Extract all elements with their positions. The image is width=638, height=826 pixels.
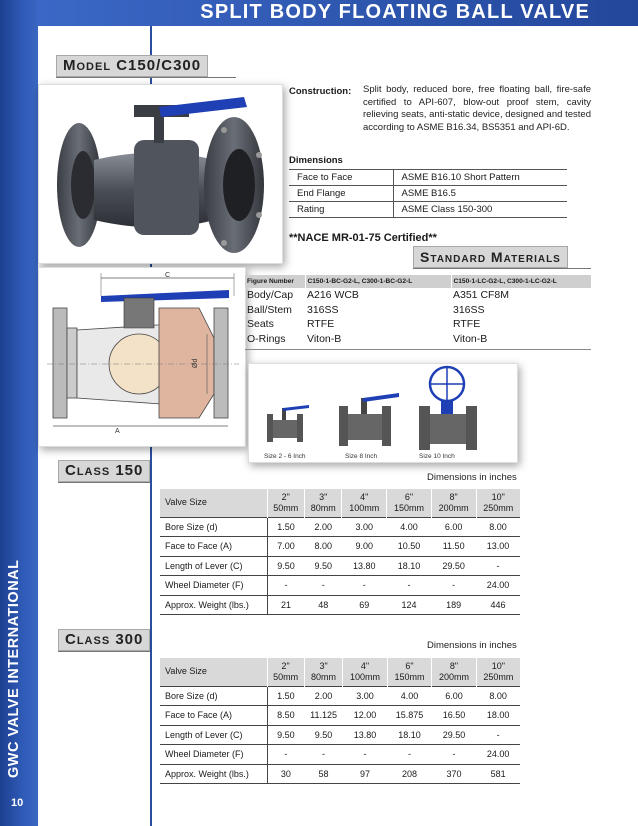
col-header: 10" 250mm <box>476 658 520 686</box>
class-150-note: Dimensions in inches <box>427 472 517 483</box>
cell: 6.00 <box>431 517 476 537</box>
cell: 370 <box>432 764 476 784</box>
cell: - <box>267 745 304 765</box>
nace-certification: **NACE MR-01-75 Certified** <box>289 232 437 244</box>
dim-name: Rating <box>289 202 393 218</box>
table-row <box>245 288 591 303</box>
cell: 1.50 <box>267 517 304 537</box>
cell: 24.00 <box>476 576 520 596</box>
dim-value: ASME Class 150-300 <box>393 202 567 218</box>
row-label: Approx. Weight (lbs.) <box>160 764 267 784</box>
cell: - <box>387 576 432 596</box>
table-row <box>160 745 520 765</box>
cell: 15.875 <box>387 706 431 726</box>
row-label: Length of Lever (C) <box>160 556 267 576</box>
cell: A216 WCB <box>307 289 359 302</box>
cell: O-Rings <box>247 332 286 345</box>
cell: Seats <box>247 318 274 331</box>
c150-underline <box>58 482 150 483</box>
cell: 3.00 <box>342 517 387 537</box>
valve-sizes-image <box>248 363 518 463</box>
table-row <box>160 764 520 784</box>
dim-name: End Flange <box>289 186 393 202</box>
cell: 189 <box>431 595 476 615</box>
col-header: 8" 200mm <box>431 489 476 517</box>
col-header: C150-1-BC-G2-L, C300-1-BC-G2-L <box>305 275 451 288</box>
row-label: Wheel Diameter (F) <box>160 745 267 765</box>
cell: 29.50 <box>431 556 476 576</box>
cell: - <box>476 556 520 576</box>
col-header: Figure Number <box>245 275 305 288</box>
class-300-note: Dimensions in inches <box>427 640 517 651</box>
table-header-row <box>245 275 591 288</box>
cell: - <box>387 745 431 765</box>
cell: 97 <box>343 764 387 784</box>
cell: 18.10 <box>387 725 431 745</box>
cell: 7.00 <box>267 537 304 557</box>
cell: - <box>432 745 476 765</box>
table-row <box>160 556 520 576</box>
cell: 446 <box>476 595 520 615</box>
row-label: Approx. Weight (lbs.) <box>160 595 267 615</box>
col-header: 3" 80mm <box>304 658 343 686</box>
cell: - <box>342 576 387 596</box>
class-150-tag: Class 150 <box>58 460 150 482</box>
cell: RTFE <box>453 318 481 331</box>
col-header: 6" 150mm <box>387 658 431 686</box>
cell: - <box>304 576 341 596</box>
class-300-table <box>160 658 520 784</box>
valve-photo-illustration <box>39 85 282 263</box>
cell: 8.00 <box>304 537 341 557</box>
page-title: SPLIT BODY FLOATING BALL VALVE <box>200 1 590 23</box>
cell: - <box>431 576 476 596</box>
table-row <box>160 725 520 745</box>
page-number: 10 <box>11 797 24 809</box>
company-name: GWC VALVE INTERNATIONAL <box>6 559 22 778</box>
table-row <box>160 537 520 557</box>
size-label: Size 10 Inch <box>419 453 455 460</box>
table-row <box>160 517 520 537</box>
table-row <box>160 576 520 596</box>
col-header: 4" 100mm <box>342 489 387 517</box>
cell: 4.00 <box>387 517 432 537</box>
cell: Viton-B <box>453 332 488 345</box>
col-header: 2" 50mm <box>267 658 304 686</box>
col-header: Valve Size <box>160 658 267 686</box>
cell: 10.50 <box>387 537 432 557</box>
table-row <box>160 686 520 706</box>
cell: 9.50 <box>304 556 341 576</box>
cell: 8.00 <box>476 517 520 537</box>
cell: 12.00 <box>343 706 387 726</box>
cell: 1.50 <box>267 686 304 706</box>
cell: 24.00 <box>476 745 520 765</box>
cell: 9.00 <box>342 537 387 557</box>
std-underline <box>413 268 591 269</box>
cell: 18.10 <box>387 556 432 576</box>
row-label: Bore Size (d) <box>160 517 267 537</box>
col-header: 6" 150mm <box>387 489 432 517</box>
size-label: Size 8 Inch <box>345 453 378 460</box>
dim-value: ASME B16.5 <box>393 186 567 202</box>
cell: 13.80 <box>343 725 387 745</box>
cell: 9.50 <box>267 725 304 745</box>
model-underline <box>56 77 236 78</box>
row-label: Face to Face (A) <box>160 537 267 557</box>
dimensions-label: Dimensions <box>289 155 343 166</box>
cell: - <box>304 745 343 765</box>
col-header: 3" 80mm <box>304 489 341 517</box>
table-row <box>245 332 591 347</box>
model-tag: Model C150/C300 <box>56 55 208 77</box>
table-row <box>245 303 591 318</box>
cell: 29.50 <box>432 725 476 745</box>
cell: 124 <box>387 595 432 615</box>
cell: 8.50 <box>267 706 304 726</box>
cell: 316SS <box>307 303 339 316</box>
cell: 13.80 <box>342 556 387 576</box>
col-header: Valve Size <box>160 489 267 517</box>
valve-photo <box>38 84 283 264</box>
table-row <box>289 186 567 202</box>
cell: 9.50 <box>304 725 343 745</box>
cell: 11.125 <box>304 706 343 726</box>
construction-label: Construction: <box>289 86 352 97</box>
cell: Ball/Stem <box>247 303 292 316</box>
cell: 9.50 <box>267 556 304 576</box>
cell: 208 <box>387 764 431 784</box>
size-label: Size 2 - 6 Inch <box>264 453 306 460</box>
cell: 581 <box>476 764 520 784</box>
dim-a-label: A <box>115 428 120 435</box>
technical-drawing <box>38 267 246 447</box>
cell: 58 <box>304 764 343 784</box>
cell: 11.50 <box>431 537 476 557</box>
cell: 48 <box>304 595 341 615</box>
col-header: 8" 200mm <box>432 658 476 686</box>
table-row <box>289 170 567 186</box>
cell: 2.00 <box>304 517 341 537</box>
cell: 4.00 <box>387 686 431 706</box>
materials-divider <box>245 349 591 350</box>
col-header: 10" 250mm <box>476 489 520 517</box>
table-row <box>245 317 591 332</box>
cell: 16.50 <box>432 706 476 726</box>
cell: 316SS <box>453 303 485 316</box>
cell: Body/Cap <box>247 289 294 302</box>
col-header: C150-1-LC-G2-L, C300-1-LC-G2-L <box>451 275 591 288</box>
row-label: Face to Face (A) <box>160 706 267 726</box>
table-row <box>160 706 520 726</box>
cell: 69 <box>342 595 387 615</box>
cell: - <box>343 745 387 765</box>
col-header: 2" 50mm <box>267 489 304 517</box>
row-label: Bore Size (d) <box>160 686 267 706</box>
cell: 21 <box>267 595 304 615</box>
dim-name: Face to Face <box>289 170 393 186</box>
table-header-row <box>160 489 520 517</box>
cell: 2.00 <box>304 686 343 706</box>
header-band <box>38 0 638 26</box>
cell: A351 CF8M <box>453 289 510 302</box>
cell: 3.00 <box>343 686 387 706</box>
table-header-row <box>160 658 520 686</box>
standard-materials-tag: Standard Materials <box>413 246 568 268</box>
dim-d-label: Ød <box>192 358 199 368</box>
table-row <box>160 595 520 615</box>
cell: RTFE <box>307 318 335 331</box>
dim-c-label: C <box>165 272 171 279</box>
row-label: Length of Lever (C) <box>160 725 267 745</box>
cell: Viton-B <box>307 332 342 345</box>
cell: 13.00 <box>476 537 520 557</box>
valve-sizes-illustration <box>249 364 517 462</box>
construction-text: Split body, reduced bore, free floating ball, fire-safe certified to API-607, blow-out proof stem, cavity relieving seats, anti-static device, designed and tested according to ASME B16.34, BS5351 and API-6D. <box>363 84 591 133</box>
dim-value: ASME B16.10 Short Pattern <box>393 170 567 186</box>
cell: 6.00 <box>432 686 476 706</box>
c300-underline <box>58 651 150 652</box>
materials-table <box>245 275 592 346</box>
table-row <box>289 202 567 218</box>
class-150-table <box>160 489 520 615</box>
cell: 30 <box>267 764 304 784</box>
row-label: Wheel Diameter (F) <box>160 576 267 596</box>
drawing-illustration <box>39 268 245 446</box>
dimensions-table <box>289 169 567 218</box>
cell: - <box>267 576 304 596</box>
col-header: 4" 100mm <box>343 658 387 686</box>
cell: 8.00 <box>476 686 520 706</box>
cell: - <box>476 725 520 745</box>
class-300-tag: Class 300 <box>58 629 150 651</box>
cell: 18.00 <box>476 706 520 726</box>
